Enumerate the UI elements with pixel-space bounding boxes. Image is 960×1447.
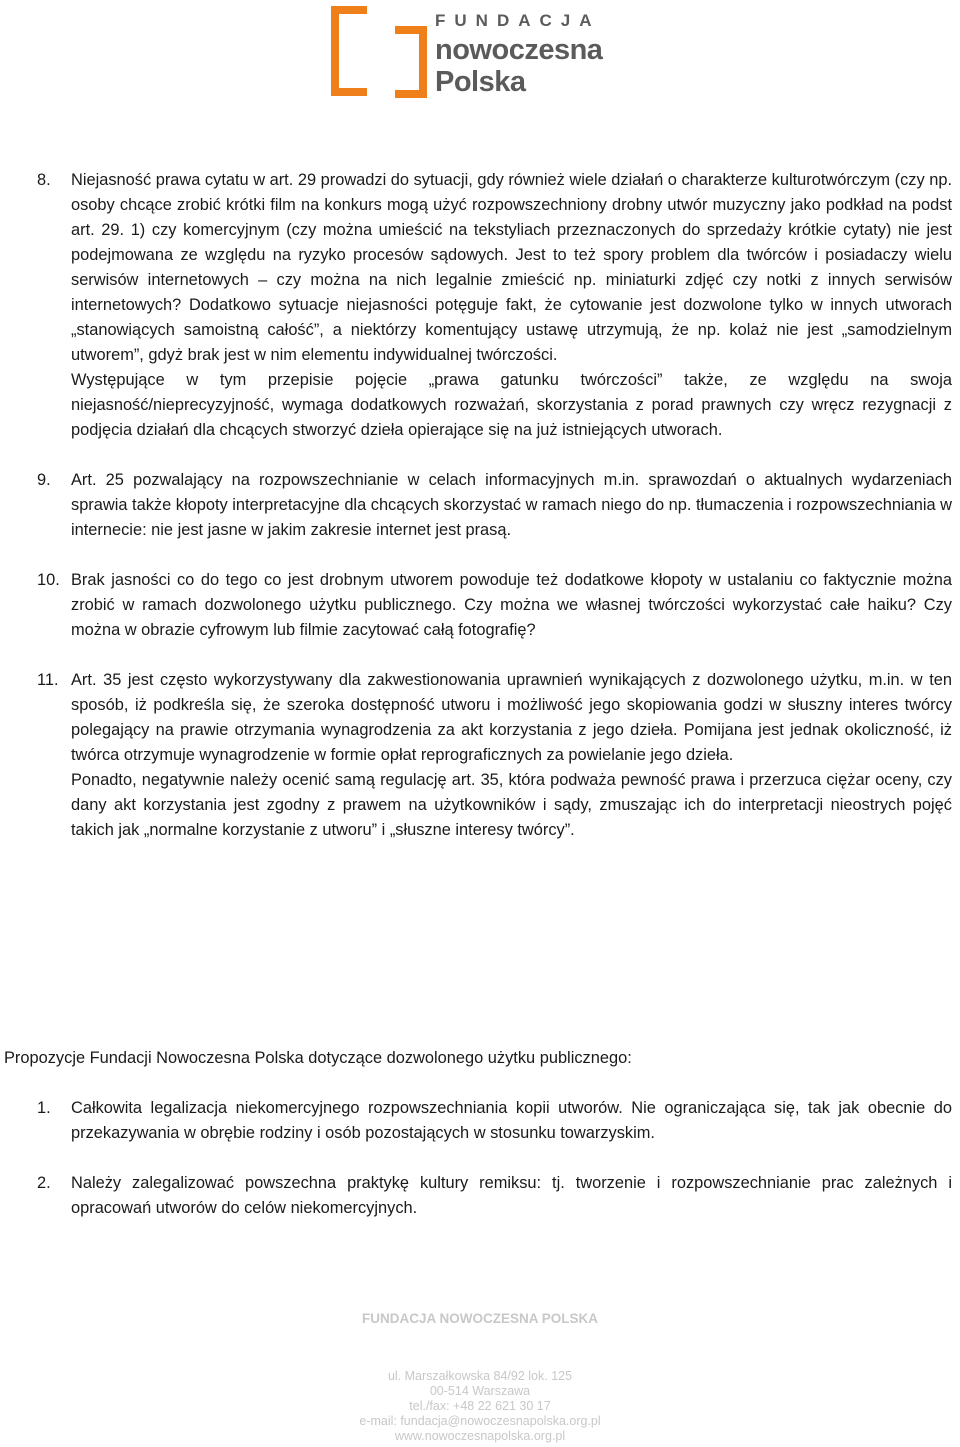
- logo-line-3: Polska: [435, 66, 526, 98]
- item-paragraph: Brak jasności co do tego co jest drobnym utworem powoduje też dodatkowe kłopoty w ustalaniu co faktycznie można zrobić w ramach dozwolonego użytku publicznego. Czy można we własnej twórczości wykorzystać całe haiku? Czy można w obrazie cyfrowym lub filmie zacytować całą fotografię?: [71, 571, 952, 639]
- footer-phone: tel./fax: +48 22 621 30 17: [409, 1399, 551, 1413]
- item-paragraph: Art. 35 jest często wykorzystywany dla zakwestionowania uprawnień wynikających z dozwolonego użytku, m.in. w ten sposób, iż podkreśla się, że szeroka dostępność utworu i możliwość jego skopiowania godzi w słuszny interes twórcy polegający na prawie otrzymania wynagrodzenia za akt korzystania z jego dzieła. Pomijana jest jednak okoliczność, iż twórca otrzymuje wynagrodzenie w formie opłat reprograficznych za powielanie jego dzieła.: [71, 671, 952, 764]
- list-item-8: [37, 168, 952, 443]
- item-paragraph: Całkowita legalizacja niekomercyjnego rozpowszechniania kopii utworów. Nie ograniczająca się, tak jak obecnie do przekazywania w obrębie rodziny i osób pozostających w stosunku towarzyskim.: [71, 1099, 952, 1142]
- item-number: 1.: [37, 1099, 51, 1117]
- item-paragraph: Niejasność prawa cytatu w art. 29 prowadzi do sytuacji, gdy również wiele działań o charakterze kulturotwórczym (czy np. osoby chcące zrobić krótki film na konkurs mogą użyć rozpowszechniony drobny utwór muzyczny jako podkład na podst art. 29. 1) czy komercyjnym (czy można umieścić na tekstyliach przeznaczonych do sprzedaży krótkie cytaty) nie jest podejmowana ze względu na ryzyko procesów sądowych. Jest to też spory problem dla twórców i posiadaczy wielu serwisów internetowych – czy można na nich legalnie zmieścić np. miniaturki zdjęć czy notki z innych serwisów internetowych? Dodatkowo sytuacje niejasności potęguje fakt, że cytowanie jest dozwolone tylko w innych utworach „stanowiących samoistną całość”, a niektórzy komentujący ustawę utrzymują, że np. kolaż nie jest „samodzielnym utworem”, gdyż brak jest w nim elementu indywidualnej twórczości.: [71, 171, 952, 364]
- item-number: 8.: [37, 171, 51, 189]
- item-number: 2.: [37, 1174, 51, 1192]
- item-number: 10.: [37, 571, 60, 589]
- logo-wordmark: [435, 10, 602, 98]
- item-paragraph: Ponadto, negatywnie należy ocenić samą regulację art. 35, która podważa pewność prawa i przerzuca ciężar oceny, czy dany akt korzystania jest zgodny z prawem na użytkowników i sądy, zmuszając ich do interpretacji nieostrych pojęć takich jak „normalne korzystanie z utworu” i „słuszne interesy twórcy”.: [71, 771, 952, 839]
- item-paragraph: Art. 25 pozwalający na rozpowszechnianie w celach informacyjnych m.in. sprawozdań o aktualnych wydarzeniach sprawia także kłopoty interpretacyjne dla chcących skorzystać w ramach niego do np. tłumaczenia i rozpowszechniania w internecie: nie jest jasne w jakim zakresie internet jest prasą.: [71, 471, 952, 539]
- item-paragraph: Występujące w tym przepisie pojęcie „prawa gatunku twórczości” także, ze względu na swoja niejasność/nieprecyzyjność, wymaga dodatkowych rozważań, skorzystania z porad prawnych czy wręcz rezygnacji z podjęcia działań dla chcących stworzyć dzieła opierające się na już istniejących utworach.: [71, 371, 952, 439]
- logo-bracket-left-shape: [331, 6, 367, 96]
- footer-email: e-mail: fundacja@nowoczesnapolska.org.pl: [359, 1414, 601, 1428]
- item-number: 11.: [37, 671, 59, 689]
- list-item-9: [37, 468, 952, 543]
- logo-line-1: FUNDACJA: [435, 11, 601, 30]
- list-item-10: [37, 568, 952, 643]
- proposals-list: [37, 1096, 952, 1221]
- proposal-item-2: [37, 1171, 952, 1221]
- footer-postal: 00-514 Warszawa: [429, 1384, 531, 1398]
- proposal-item-1: [37, 1096, 952, 1146]
- item-paragraph: Należy zalegalizować powszechna praktykę kultury remiksu: tj. tworzenie i rozpowszechnianie prac zależnych i opracowań utworów do celów niekomercyjnych.: [71, 1174, 952, 1217]
- list-item-11: [37, 668, 952, 843]
- item-number: 9.: [37, 471, 51, 489]
- proposals-heading: Propozycje Fundacji Nowoczesna Polska dotyczące dozwolonego użytku publicznego:: [4, 1049, 632, 1067]
- footer-website: www.nowoczesnapolska.org.pl: [394, 1429, 566, 1443]
- footer-title: FUNDACJA NOWOCZESNA POLSKA: [362, 1311, 598, 1326]
- foundation-logo: [331, 6, 631, 102]
- footer-contact: [0, 1369, 960, 1444]
- footer-address: ul. Marszałkowska 84/92 lok. 125: [387, 1369, 573, 1383]
- document-body: [37, 168, 952, 843]
- logo-line-2: nowoczesna: [435, 34, 603, 66]
- logo-bracket-right-shape: [395, 26, 427, 98]
